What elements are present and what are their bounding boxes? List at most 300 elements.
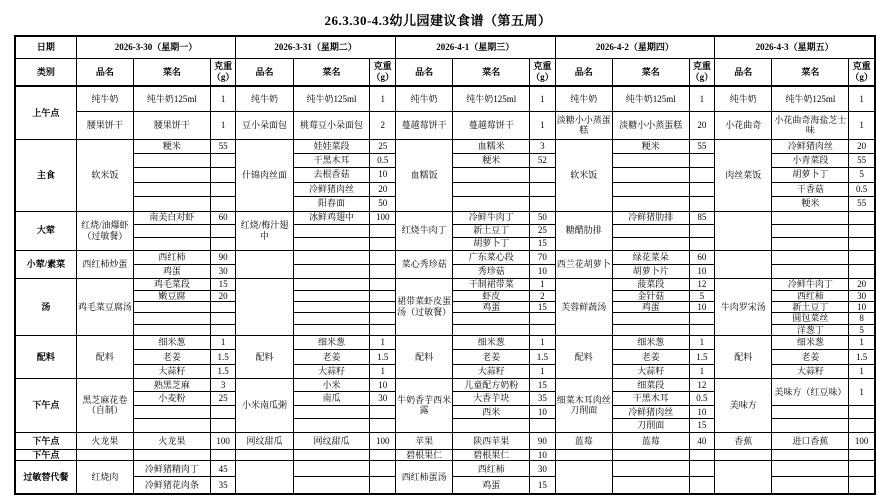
weight-cell (849, 461, 875, 477)
ingredient-name-cell: 娃娃菜段 (293, 139, 370, 153)
dish-name-cell: 纯牛奶 (236, 86, 293, 111)
col-header-dish: 菜名 (293, 58, 370, 86)
dish-name-cell (555, 449, 612, 460)
ingredient-name-cell: 冰鲜鸡翅中 (293, 211, 370, 224)
ingredient-name-cell (134, 418, 211, 432)
ingredient-name-cell (134, 405, 211, 418)
weight-cell: 1.5 (849, 349, 875, 364)
category-cell: 汤 (15, 278, 76, 335)
weight-cell: 20 (849, 278, 875, 290)
ingredient-name-cell: 虾皮 (453, 290, 530, 301)
ingredient-name-cell: 陕西苹果 (453, 432, 530, 449)
category-cell: 下午点 (15, 378, 76, 432)
weight-cell: 15 (530, 477, 556, 494)
dish-name-cell: 红烧牛肉丁 (395, 211, 452, 250)
ingredient-name-cell: 老姜 (772, 349, 849, 364)
ingredient-name-cell: 桃莓豆小朵面包 (293, 111, 370, 139)
weight-cell: 30 (849, 290, 875, 301)
weight-cell (849, 418, 875, 432)
ingredient-name-cell (134, 324, 211, 335)
ingredient-name-cell: 细米葱 (453, 335, 530, 349)
ingredient-name-cell: 小麦粉 (134, 391, 211, 405)
ingredient-name-cell (134, 224, 211, 237)
weight-cell: 0.5 (689, 391, 715, 405)
col-header-weight: 克重（g） (210, 58, 236, 86)
ingredient-name-cell (134, 196, 211, 211)
ingredient-name-cell (612, 461, 689, 477)
weight-cell (530, 167, 556, 182)
weight-cell: 30 (530, 461, 556, 477)
ingredient-name-cell: 淡糖小小蒸蛋糕 (612, 111, 689, 139)
dish-name-cell: 红烧/梅汁翅中 (236, 211, 293, 250)
weight-cell (210, 153, 236, 167)
ingredient-name-cell: 大蒜籽 (134, 364, 211, 378)
weight-cell: 1.5 (689, 349, 715, 364)
ingredient-name-cell: 大蒜籽 (612, 364, 689, 378)
ingredient-name-cell (772, 461, 849, 477)
weight-cell (370, 405, 396, 418)
ingredient-name-cell (612, 182, 689, 196)
weight-cell (689, 477, 715, 494)
category-cell: 大荤 (15, 211, 76, 250)
weight-cell (849, 449, 875, 460)
weight-cell: 25 (530, 224, 556, 237)
weight-cell: 100 (210, 432, 236, 449)
dish-name-cell: 蔓越莓饼干 (395, 111, 452, 139)
weight-cell (689, 196, 715, 211)
ingredient-name-cell (612, 224, 689, 237)
ingredient-name-cell (772, 405, 849, 418)
ingredient-name-cell (293, 264, 370, 278)
ingredient-name-cell: 西红柿 (772, 290, 849, 301)
ingredient-name-cell: 大蒜籽 (293, 364, 370, 378)
ingredient-name-cell: 老姜 (612, 349, 689, 364)
col-header-dish: 菜名 (612, 58, 689, 86)
weight-cell: 1.5 (210, 364, 236, 378)
weight-cell: 15 (210, 278, 236, 290)
weight-cell: 10 (530, 264, 556, 278)
ingredient-name-cell (612, 449, 689, 460)
ingredient-name-cell: 火龙果 (134, 432, 211, 449)
dish-name-cell: 碧根果仁 (395, 449, 452, 460)
ingredient-name-cell: 粳米 (134, 139, 211, 153)
weight-cell (689, 449, 715, 460)
ingredient-name-cell (772, 237, 849, 250)
weight-cell: 3 (210, 378, 236, 391)
ingredient-name-cell (293, 405, 370, 418)
weight-cell: 10 (689, 405, 715, 418)
dish-name-cell: 腰果饼干 (76, 111, 133, 139)
dish-name-cell: 纯牛奶 (555, 86, 612, 111)
weight-cell: 55 (689, 139, 715, 153)
ingredient-name-cell: 纯牛奶125ml (134, 86, 211, 111)
weight-cell: 5 (849, 167, 875, 182)
weight-cell (370, 224, 396, 237)
ingredient-name-cell: 冷鲜猪肉丝 (772, 139, 849, 153)
ingredient-name-cell (293, 224, 370, 237)
ingredient-name-cell: 鸡蛋 (453, 477, 530, 494)
weight-cell: 1 (849, 364, 875, 378)
ingredient-name-cell: 新土豆丁 (772, 301, 849, 312)
category-cell: 主食 (15, 139, 76, 211)
weight-cell: 25 (370, 139, 396, 153)
weight-cell (689, 182, 715, 196)
weight-cell (370, 477, 396, 494)
weight-cell (370, 278, 396, 290)
weight-cell (530, 418, 556, 432)
weight-cell (849, 477, 875, 494)
ingredient-name-cell: 大蒜籽 (453, 364, 530, 378)
ingredient-name-cell (612, 477, 689, 494)
ingredient-name-cell (612, 167, 689, 182)
ingredient-name-cell: 刀削面 (612, 418, 689, 432)
category-cell: 上午点 (15, 86, 76, 139)
ingredient-name-cell: 嫩豆腐 (134, 290, 211, 301)
ingredient-name-cell: 干制裙带菜 (453, 278, 530, 290)
weight-cell: 100 (370, 211, 396, 224)
header-day-1: 2026-3-31（星期二） (236, 36, 396, 58)
ingredient-name-cell: 胡萝卜丁 (772, 167, 849, 182)
weight-cell: 1 (210, 335, 236, 349)
header-category-label: 类别 (15, 58, 76, 86)
ingredient-name-cell (612, 324, 689, 335)
ingredient-name-cell: 碧根果仁 (453, 449, 530, 460)
weight-cell: 1 (849, 86, 875, 111)
weight-cell: 20 (689, 111, 715, 139)
dish-name-cell: 血糯饭 (395, 139, 452, 211)
ingredient-name-cell (134, 237, 211, 250)
dish-name-cell: 裙带菜虾皮蛋汤（过敏餐） (395, 278, 452, 335)
ingredient-name-cell: 小米 (293, 378, 370, 391)
header-date-label: 日期 (15, 36, 76, 58)
weight-cell: 55 (210, 139, 236, 153)
weight-cell: 5 (689, 290, 715, 301)
dish-name-cell: 苹果 (395, 432, 452, 449)
ingredient-name-cell (293, 324, 370, 335)
dish-name-cell: 配料 (76, 335, 133, 378)
category-cell: 小荤/素菜 (15, 250, 76, 278)
ingredient-name-cell: 南瓜 (293, 391, 370, 405)
weight-cell: 1 (849, 335, 875, 349)
weight-cell (530, 196, 556, 211)
ingredient-name-cell: 西米 (453, 405, 530, 418)
dish-name-cell: 糖醋肋排 (555, 211, 612, 250)
weight-cell: 30 (210, 264, 236, 278)
col-header-item: 品名 (395, 58, 452, 86)
weight-cell: 20 (210, 290, 236, 301)
ingredient-name-cell (293, 301, 370, 312)
ingredient-name-cell: 粳米 (453, 153, 530, 167)
weight-cell (689, 461, 715, 477)
weight-cell (689, 153, 715, 167)
weight-cell (210, 418, 236, 432)
dish-name-cell: 什锦肉丝面 (236, 139, 293, 211)
ingredient-name-cell: 广东菜心段 (453, 250, 530, 264)
weight-cell: 1 (530, 364, 556, 378)
ingredient-name-cell: 血糯米 (453, 139, 530, 153)
ingredient-name-cell: 南美白对虾 (134, 211, 211, 224)
ingredient-name-cell: 细米葱 (772, 335, 849, 349)
weight-cell: 25 (210, 391, 236, 405)
dish-name-cell: 芙蓉鲜蔬汤 (555, 278, 612, 335)
weight-cell: 1 (530, 335, 556, 349)
weight-cell: 10 (530, 449, 556, 460)
weight-cell (849, 405, 875, 418)
ingredient-name-cell: 腰果饼干 (134, 111, 211, 139)
weight-cell (210, 167, 236, 182)
weight-cell: 2 (370, 111, 396, 139)
ingredient-name-cell: 美味方（红豆味） (772, 378, 849, 405)
ingredient-name-cell: 去根香菇 (293, 167, 370, 182)
ingredient-name-cell (772, 224, 849, 237)
col-header-item: 品名 (555, 58, 612, 86)
weight-cell (849, 237, 875, 250)
ingredient-name-cell: 细米葱 (134, 335, 211, 349)
weight-cell: 35 (530, 391, 556, 405)
dish-name-cell: 牛肉罗宋汤 (715, 278, 772, 335)
weight-cell: 85 (689, 211, 715, 224)
dish-name-cell: 西红柿炒蛋 (76, 250, 133, 278)
col-header-item: 品名 (236, 58, 293, 86)
ingredient-name-cell: 冷鲜猪肉丝 (293, 182, 370, 196)
dish-name-cell: 纯牛奶 (715, 86, 772, 111)
ingredient-name-cell: 西红柿 (453, 461, 530, 477)
ingredient-name-cell (134, 301, 211, 312)
weight-cell: 10 (849, 301, 875, 312)
weight-cell: 30 (370, 391, 396, 405)
ingredient-name-cell (772, 449, 849, 460)
header-day-4: 2026-4-3（星期五） (715, 36, 875, 58)
weight-cell: 1 (370, 364, 396, 378)
ingredient-name-cell: 洋葱丁 (772, 324, 849, 335)
ingredient-name-cell (772, 250, 849, 264)
weight-cell (689, 167, 715, 182)
weight-cell (689, 224, 715, 237)
ingredient-name-cell (293, 461, 370, 477)
menu-table (14, 35, 876, 495)
dish-name-cell: 纯牛奶 (395, 86, 452, 111)
weight-cell: 100 (849, 432, 875, 449)
dish-name-cell: 香蕉 (715, 432, 772, 449)
weight-cell: 3 (530, 139, 556, 153)
ingredient-name-cell: 老姜 (134, 349, 211, 364)
ingredient-name-cell (293, 278, 370, 290)
ingredient-name-cell: 干香菇 (772, 182, 849, 196)
dish-name-cell: 鸡毛菜豆腐汤 (76, 278, 133, 335)
weight-cell (689, 237, 715, 250)
page-title: 26.3.30-4.3幼儿园建议食谱（第五周） (324, 13, 552, 28)
col-header-item: 品名 (715, 58, 772, 86)
dish-name-cell: 菜心秀珍菇 (395, 250, 452, 278)
weight-cell: 1 (530, 278, 556, 290)
ingredient-name-cell (134, 167, 211, 182)
ingredient-name-cell (612, 153, 689, 167)
weight-cell (530, 324, 556, 335)
weight-cell (370, 250, 396, 264)
dish-name-cell (555, 461, 612, 494)
weight-cell: 2 (530, 290, 556, 301)
ingredient-name-cell (772, 211, 849, 224)
weight-cell: 90 (210, 250, 236, 264)
ingredient-name-cell: 纯牛奶125ml (772, 86, 849, 111)
ingredient-name-cell: 冷鲜牛肉丁 (772, 278, 849, 290)
dish-name-cell: 软米饭 (555, 139, 612, 211)
ingredient-name-cell: 老姜 (293, 349, 370, 364)
weight-cell (530, 313, 556, 324)
dish-name-cell: 黑芝麻花卷（自制） (76, 378, 133, 432)
dish-name-cell: 配料 (715, 335, 772, 378)
dish-name-cell (236, 278, 293, 335)
ingredient-name-cell (293, 418, 370, 432)
category-cell: 下午点 (15, 432, 76, 449)
category-cell: 过敏替代餐 (15, 461, 76, 494)
weight-cell: 52 (530, 153, 556, 167)
ingredient-name-cell: 金针菇 (612, 290, 689, 301)
weight-cell: 1 (210, 111, 236, 139)
weight-cell (689, 324, 715, 335)
weight-cell: 1 (210, 86, 236, 111)
ingredient-name-cell (612, 237, 689, 250)
weight-cell: 1.5 (370, 349, 396, 364)
ingredient-name-cell: 粳米 (772, 196, 849, 211)
dish-name-cell: 配料 (555, 335, 612, 378)
weight-cell: 70 (530, 250, 556, 264)
weight-cell (849, 264, 875, 278)
dish-name-cell: 纯牛奶 (76, 86, 133, 111)
col-header-dish: 菜名 (134, 58, 211, 86)
dish-name-cell: 软米饭 (76, 139, 133, 211)
ingredient-name-cell (293, 237, 370, 250)
weight-cell (210, 324, 236, 335)
header-day-3: 2026-4-2（星期四） (555, 36, 715, 58)
weight-cell: 50 (370, 196, 396, 211)
ingredient-name-cell: 细菜段 (612, 378, 689, 391)
ingredient-name-cell: 新土豆丁 (453, 224, 530, 237)
weight-cell (210, 301, 236, 312)
weight-cell: 55 (849, 196, 875, 211)
weight-cell: 1 (849, 378, 875, 405)
col-header-weight: 克重（g） (849, 58, 875, 86)
dish-name-cell: 小米南瓜粥 (236, 378, 293, 432)
ingredient-name-cell: 胡萝卜丁 (453, 237, 530, 250)
weight-cell: 60 (689, 250, 715, 264)
weight-cell: 1.5 (210, 349, 236, 364)
weight-cell: 1 (689, 86, 715, 111)
dish-name-cell: 美味方 (715, 378, 772, 432)
ingredient-name-cell: 纯牛奶125ml (453, 86, 530, 111)
weight-cell: 1 (370, 86, 396, 111)
weight-cell (849, 211, 875, 224)
ingredient-name-cell (772, 418, 849, 432)
ingredient-name-cell: 粳米 (612, 139, 689, 153)
ingredient-name-cell (453, 324, 530, 335)
ingredient-name-cell: 菠菜段 (612, 278, 689, 290)
header-day-0: 2026-3-30（星期一） (76, 36, 236, 58)
dish-name-cell: 肉丝菜饭 (715, 139, 772, 211)
weight-cell (370, 290, 396, 301)
weight-cell: 10 (530, 405, 556, 418)
ingredient-name-cell (293, 313, 370, 324)
weight-cell: 10 (370, 378, 396, 391)
weight-cell (210, 196, 236, 211)
dish-name-cell (715, 461, 772, 494)
weight-cell: 1 (849, 111, 875, 139)
weight-cell: 100 (370, 432, 396, 449)
header-day-2: 2026-4-1（星期三） (395, 36, 555, 58)
weight-cell (210, 313, 236, 324)
ingredient-name-cell (453, 182, 530, 196)
weight-cell (370, 324, 396, 335)
weight-cell: 1 (530, 111, 556, 139)
ingredient-name-cell: 儿童配方奶粉 (453, 378, 530, 391)
weight-cell (210, 237, 236, 250)
ingredient-name-cell: 冷鲜猪肉丝 (612, 405, 689, 418)
ingredient-name-cell: 胡萝卜片 (612, 264, 689, 278)
ingredient-name-cell (612, 313, 689, 324)
weight-cell: 15 (530, 378, 556, 391)
dish-name-cell (715, 211, 772, 250)
ingredient-name-cell: 大香芋块 (453, 391, 530, 405)
weight-cell: 10 (689, 264, 715, 278)
col-header-item: 品名 (76, 58, 133, 86)
weight-cell: 15 (689, 418, 715, 432)
weight-cell (370, 418, 396, 432)
weight-cell: 40 (689, 432, 715, 449)
weight-cell: 20 (849, 139, 875, 153)
ingredient-name-cell (453, 313, 530, 324)
weight-cell: 1 (530, 86, 556, 111)
category-cell: 配料 (15, 335, 76, 378)
ingredient-name-cell: 蓝莓 (612, 432, 689, 449)
col-header-dish: 菜名 (453, 58, 530, 86)
weight-cell (849, 224, 875, 237)
dish-name-cell: 豆小朵面包 (236, 111, 293, 139)
dish-name-cell (236, 449, 293, 460)
ingredient-name-cell: 西红柿 (134, 250, 211, 264)
ingredient-name-cell (453, 196, 530, 211)
col-header-weight: 克重（g） (370, 58, 396, 86)
dish-name-cell: 火龙果 (76, 432, 133, 449)
dish-name-cell: 淡糖小小蒸蛋糕 (555, 111, 612, 139)
dish-name-cell: 蓝莓 (555, 432, 612, 449)
ingredient-name-cell: 老姜 (453, 349, 530, 364)
dish-name-cell (76, 449, 133, 460)
dish-name-cell: 配料 (236, 335, 293, 378)
ingredient-name-cell: 纯牛奶125ml (612, 86, 689, 111)
dish-name-cell: 配料 (395, 335, 452, 378)
col-header-weight: 克重（g） (530, 58, 556, 86)
ingredient-name-cell (293, 250, 370, 264)
ingredient-name-cell: 小花曲奇海盐芝士味 (772, 111, 849, 139)
ingredient-name-cell (772, 264, 849, 278)
weight-cell: 12 (689, 278, 715, 290)
weight-cell: 45 (210, 461, 236, 477)
dish-name-cell: 红烧肉 (76, 461, 133, 494)
ingredient-name-cell (134, 153, 211, 167)
ingredient-name-cell: 进口香蕉 (772, 432, 849, 449)
ingredient-name-cell: 干黑木耳 (612, 391, 689, 405)
weight-cell (210, 449, 236, 460)
ingredient-name-cell: 蔓越莓饼干 (453, 111, 530, 139)
dish-name-cell: 西红柿蛋汤 (395, 461, 452, 494)
weight-cell (530, 182, 556, 196)
weight-cell: 12 (689, 378, 715, 391)
weight-cell (370, 264, 396, 278)
weight-cell: 15 (530, 237, 556, 250)
col-header-dish: 菜名 (772, 58, 849, 86)
weight-cell: 5 (849, 324, 875, 335)
weight-cell: 1.5 (530, 349, 556, 364)
